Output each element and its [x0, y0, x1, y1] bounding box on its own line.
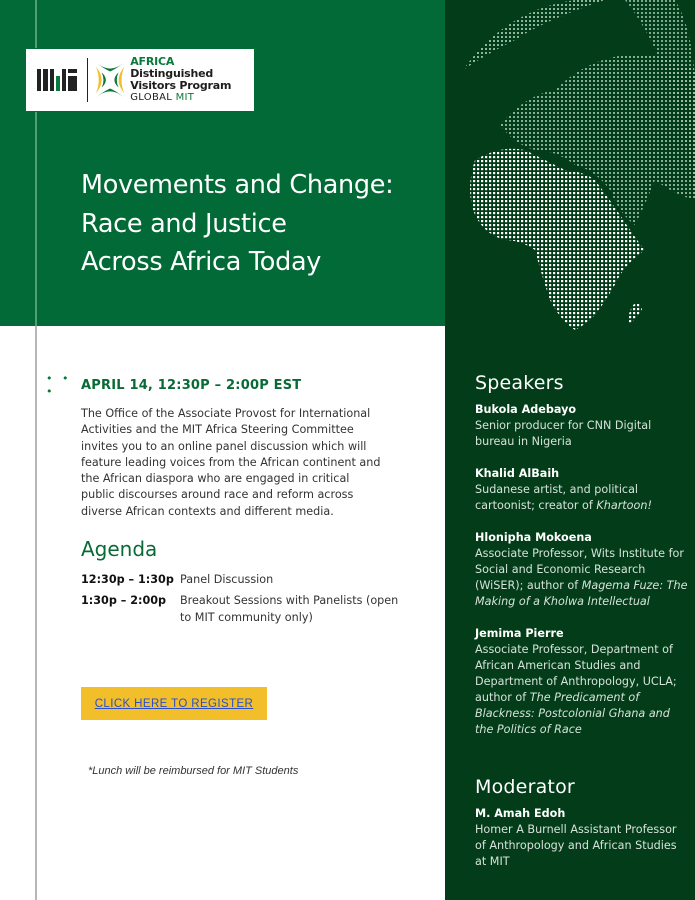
margin-rule [35, 326, 37, 900]
speaker-entry: Jemima Pierre Associate Professor, Department of African American Studies and Department of Anthropology, UCLA; author of The Predicament of Blackness: Postcolonial Ghana and the Politics of Race [475, 627, 677, 736]
margin-rule [35, 0, 37, 48]
program-logo [26, 49, 254, 111]
speakers-sidebar [445, 0, 695, 900]
speaker-entry: Hlonipha Mokoena Associate Professor, Wits Institute for Social and Economic Research (WiSER); author of Magema Fuze: The Making of a Kholwa Intellectual [475, 531, 688, 608]
moderator-heading: Moderator [475, 776, 575, 798]
agenda-list [81, 572, 401, 631]
event-description: The Office of the Associate Provost for International Activities and the MIT Africa Steering Committee invites you to an online panel discussion which will feature leading voices from the African continent and the African diaspora who are engaged in critical public discourses around race and reform across diverse African contexts and different media. [81, 407, 381, 518]
dots-icon: • • • [46, 372, 72, 398]
agenda-heading: Agenda [81, 537, 158, 561]
speakers-heading: Speakers [475, 372, 564, 394]
event-date-row [46, 372, 301, 398]
margin-rule [35, 112, 37, 326]
logo-divider [87, 58, 88, 102]
event-date: APRIL 14, 12:30P – 2:00P EST [81, 377, 302, 393]
lunch-note: *Lunch will be reimbursed for MIT Students [88, 765, 299, 777]
moderator-entry: M. Amah Edoh Homer A Burnell Assistant Professor of Anthropology and African Studies at MIT [475, 807, 677, 868]
moderator-section [475, 776, 690, 870]
africa-program-emblem-icon [94, 58, 126, 102]
register-button[interactable] [81, 687, 267, 720]
page-title: Movements and Change: Race and Justice Across Africa Today [81, 170, 394, 277]
agenda-item: 1:30p – 2:00p Breakout Sessions with Panelists (open to MIT community only) [81, 594, 399, 624]
mit-logo-icon [37, 69, 77, 91]
speaker-entry: Khalid AlBaih Sudanese artist, and political cartoonist; creator of Khartoon! [475, 467, 652, 512]
speaker-entry: Bukola Adebayo Senior producer for CNN Digital bureau in Nigeria [475, 403, 652, 448]
globe-africa-icon [445, 0, 695, 340]
register-link[interactable]: CLICK HERE TO REGISTER [94, 697, 254, 710]
speakers-section [475, 372, 690, 738]
program-name: AFRICA Distinguished Visitors Program GLOBAL MIT [130, 55, 232, 103]
agenda-item: 12:30p – 1:30p Panel Discussion [81, 573, 274, 586]
